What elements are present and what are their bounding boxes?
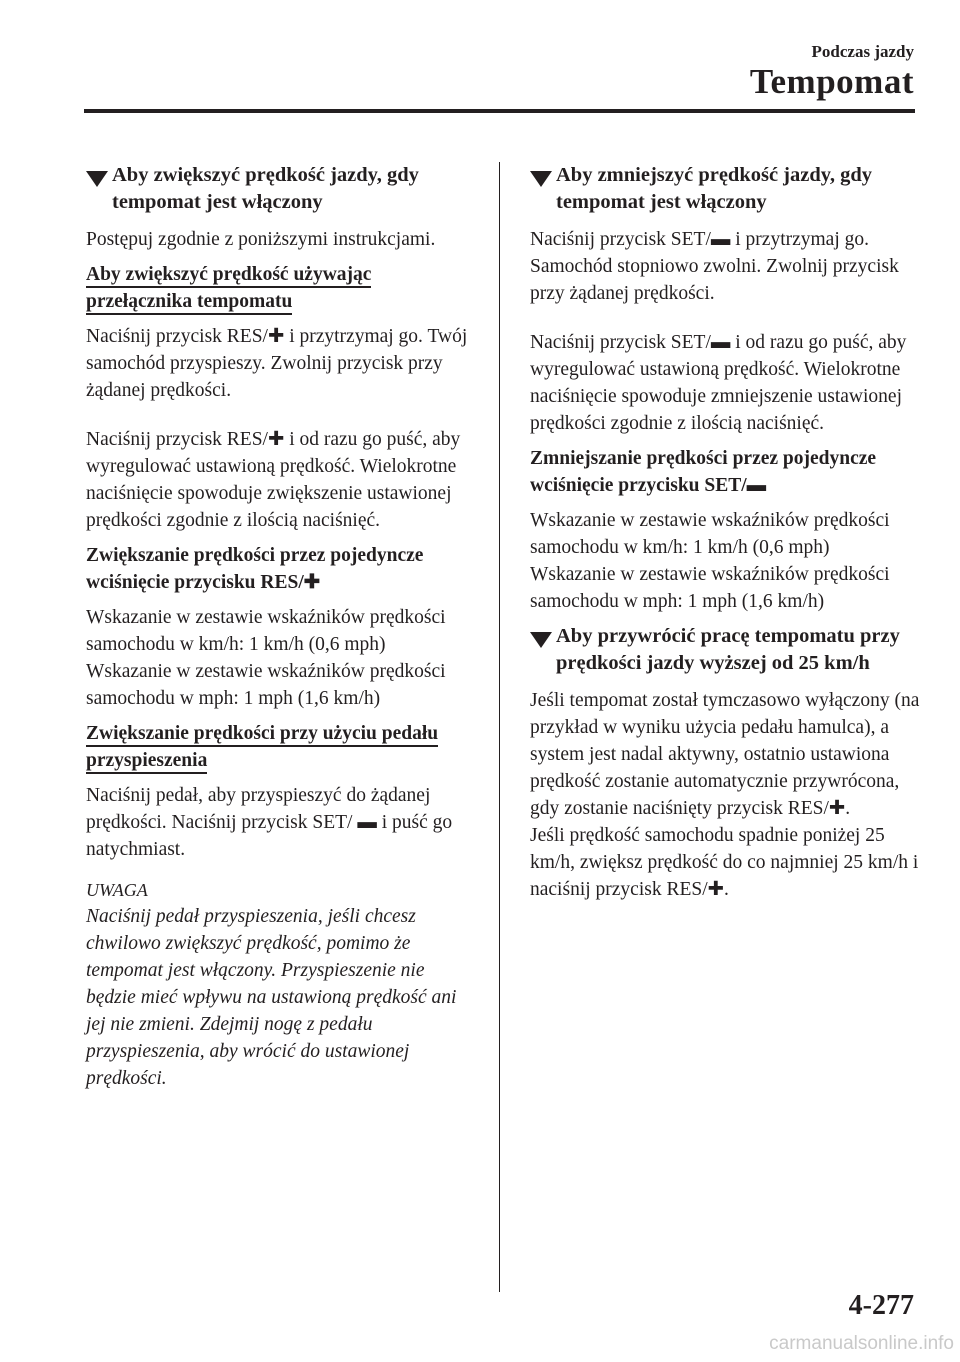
heading-text: Aby przywrócić pracę tempomatu przy prędkości jazdy wyższej od 25 km/h — [556, 625, 900, 674]
paragraph: Jeśli tempomat został tymczasowo wyłączony (na przykład w wyniku użycia pedału hamulca), a system jest nadal aktywny, ostatnio ustawiona prędkość zostanie automatycznie przywrócona, gdy zostanie naciśnięty przycisk RES/✚. — [530, 690, 920, 819]
paragraph: Naciśnij przycisk SET/▬ i od razu go puść, aby wyregulować ustawioną prędkość. Wielokrotne naciśnięcie spowoduje zmniejszenie ustawionej prędkości zgodnie z ilością naciśnięć. — [530, 332, 907, 434]
page-number: 4-277 — [848, 1290, 914, 1321]
heading-increase-speed — [86, 162, 478, 216]
paragraph: Naciśnij pedał, aby przyspieszyć do żądanej prędkości. Naciśnij przycisk SET/ ▬ i puść go natychmiast. — [86, 785, 453, 860]
paragraph: Wskazanie w zestawie wskaźników prędkości samochodu w km/h: 1 km/h (0,6 mph) — [86, 607, 446, 655]
watermark: carmanualsonline.info — [769, 1333, 954, 1354]
heading-decrease-speed — [530, 162, 920, 216]
paragraph: Postępuj zgodnie z poniższymi instrukcjami. — [86, 229, 436, 250]
triangle-bullet-icon — [530, 632, 552, 648]
left-column — [86, 162, 478, 1092]
heading-text: Aby zwiększyć prędkość jazdy, gdy tempomat jest włączony — [112, 164, 419, 213]
paragraph: Naciśnij przycisk RES/✚ i od razu go puść, aby wyregulować ustawioną prędkość. Wielokrotne naciśnięcie spowoduje zwiększenie ustawionej prędkości zgodnie z ilością naciśnięć. — [86, 429, 461, 531]
triangle-bullet-icon — [530, 171, 552, 187]
page-title: Tempomat — [749, 62, 914, 101]
section-label: Podczas jazdy — [811, 42, 914, 61]
paragraph: Wskazanie w zestawie wskaźników prędkości samochodu w km/h: 1 km/h (0,6 mph) — [530, 510, 890, 558]
bold-subheading: Zwiększanie prędkości przez pojedyncze wciśnięcie przycisku RES/✚ — [86, 545, 424, 593]
paragraph: Naciśnij przycisk SET/▬ i przytrzymaj go. Samochód stopniowo zwolni. Zwolnij przycisk przy żądanej prędkości. — [530, 229, 899, 304]
right-column — [530, 162, 920, 911]
subheading-switch: Aby zwiększyć prędkość używając przełącznika tempomatu — [86, 261, 478, 315]
note-text: Naciśnij pedał przyspieszenia, jeśli chcesz chwilowo zwiększyć prędkość, pomimo że tempomat jest włączony. Przyspieszenie nie będzie mieć wpływu na ustawioną prędkość ani jej nie zmieni. Zdejmij nogę z pedału przyspieszenia, aby wrócić do ustawionej prędkości. — [86, 906, 457, 1089]
heading-resume — [530, 623, 920, 677]
subheading-pedal: Zwiększanie prędkości przy użyciu pedału przyspieszenia — [86, 720, 478, 774]
paragraph: Naciśnij przycisk RES/✚ i przytrzymaj go. Twój samochód przyspieszy. Zwolnij przycisk przy żądanej prędkości. — [86, 326, 468, 401]
note-label: UWAGA — [86, 880, 148, 900]
column-divider — [499, 162, 500, 1292]
header-rule — [84, 109, 915, 113]
bold-subheading: Zmniejszanie prędkości przez pojedyncze wciśnięcie przycisku SET/▬ — [530, 448, 877, 496]
triangle-bullet-icon — [86, 171, 108, 187]
heading-text: Aby zmniejszyć prędkość jazdy, gdy tempomat jest włączony — [556, 164, 873, 213]
paragraph: Wskazanie w zestawie wskaźników prędkości samochodu w mph: 1 mph (1,6 km/h) — [86, 661, 446, 709]
paragraph: Jeśli prędkość samochodu spadnie poniżej 25 km/h, zwiększ prędkość do co najmniej 25 km/h i naciśnij przycisk RES/✚. — [530, 825, 919, 900]
paragraph: Wskazanie w zestawie wskaźników prędkości samochodu w mph: 1 mph (1,6 km/h) — [530, 564, 890, 612]
